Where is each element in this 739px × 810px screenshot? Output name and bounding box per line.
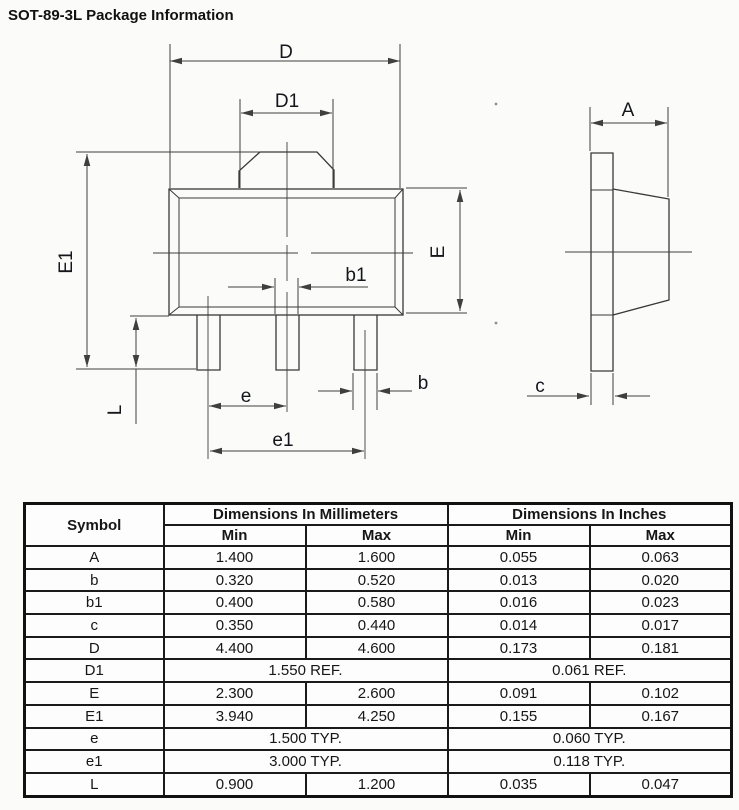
table-row <box>25 750 732 773</box>
dim-E1-extension-lines <box>76 152 260 369</box>
dim-label-D: D <box>279 42 293 63</box>
table-row <box>25 569 732 592</box>
table-row <box>25 682 732 705</box>
dim-label-E1: E1 <box>56 250 77 274</box>
in-min-cell: 0.091 <box>448 682 590 705</box>
table-row <box>25 773 732 796</box>
symbol-cell: A <box>25 546 164 569</box>
dim-label-e: e <box>240 386 252 407</box>
in-min-cell: 0.016 <box>448 591 590 614</box>
in-min-header: Min <box>448 525 590 546</box>
symbol-cell: L <box>25 773 164 796</box>
mm-section-header: Dimensions In Millimeters <box>164 504 448 526</box>
in-max-cell: 0.181 <box>590 637 732 660</box>
side-flange-strip <box>591 153 613 371</box>
in-max-cell: 0.167 <box>590 705 732 728</box>
table-row <box>25 546 732 569</box>
dimension-c <box>527 373 650 405</box>
table-header-row-groups <box>25 504 732 526</box>
symbol-cell: b <box>25 569 164 592</box>
tab-outline <box>239 152 334 188</box>
in-min-cell: 0.055 <box>448 546 590 569</box>
symbol-cell: D <box>25 637 164 660</box>
mm-min-cell: 4.400 <box>164 637 306 660</box>
symbol-cell: b1 <box>25 591 164 614</box>
symbol-cell: D1 <box>25 659 164 682</box>
mm-min-cell: 0.900 <box>164 773 306 796</box>
body-corner-bevels <box>169 189 403 315</box>
symbol-cell: e1 <box>25 750 164 773</box>
mm-value-cell: 3.000 TYP. <box>164 750 448 773</box>
in-max-cell: 0.102 <box>590 682 732 705</box>
dimension-A <box>590 100 668 197</box>
in-value-cell: 0.060 TYP. <box>448 728 732 751</box>
table-row <box>25 728 732 751</box>
mm-min-cell: 1.400 <box>164 546 306 569</box>
mm-max-cell: 4.600 <box>306 637 448 660</box>
in-max-cell: 0.023 <box>590 591 732 614</box>
scan-artifact-dots <box>495 103 498 325</box>
table-row <box>25 591 732 614</box>
mm-value-cell: 1.500 TYP. <box>164 728 448 751</box>
in-max-cell: 0.020 <box>590 569 732 592</box>
dim-D1-extension-lines <box>240 99 333 188</box>
in-value-cell: 0.061 REF. <box>448 659 732 682</box>
dim-c-extension-lines <box>591 373 613 405</box>
dim-label-b: b <box>417 373 429 394</box>
mm-max-cell: 1.600 <box>306 546 448 569</box>
table-row <box>25 659 732 682</box>
symbol-cell: c <box>25 614 164 637</box>
dimension-E <box>406 188 467 313</box>
page-title: SOT-89-3L Package Information <box>8 7 234 24</box>
dim-label-b1: b1 <box>345 265 367 286</box>
table-header <box>25 504 732 547</box>
in-min-cell: 0.014 <box>448 614 590 637</box>
dim-b1-extension-ticks <box>275 278 298 314</box>
in-min-cell: 0.013 <box>448 569 590 592</box>
in-max-cell: 0.017 <box>590 614 732 637</box>
dimension-table-body <box>25 546 732 796</box>
mm-min-cell: 0.320 <box>164 569 306 592</box>
in-min-cell: 0.035 <box>448 773 590 796</box>
mm-min-header: Min <box>164 525 306 546</box>
side-view <box>527 100 692 405</box>
dimension-b <box>318 373 428 410</box>
dim-label-L: L <box>105 404 126 416</box>
in-max-header: Max <box>590 525 732 546</box>
in-max-cell: 0.063 <box>590 546 732 569</box>
symbol-header-cell: Symbol <box>25 504 164 547</box>
artifact-dot <box>495 103 498 106</box>
in-value-cell: 0.118 TYP. <box>448 750 732 773</box>
side-strip-division-lines <box>591 190 613 315</box>
mm-min-cell: 2.300 <box>164 682 306 705</box>
in-min-cell: 0.155 <box>448 705 590 728</box>
dim-D-extension-lines <box>170 44 400 188</box>
mm-max-header: Max <box>306 525 448 546</box>
symbol-cell: E <box>25 682 164 705</box>
package-body-outline <box>169 152 403 370</box>
artifact-dot <box>495 322 498 325</box>
mm-max-cell: 1.200 <box>306 773 448 796</box>
mm-min-cell: 0.350 <box>164 614 306 637</box>
dim-label-e1: e1 <box>272 430 294 451</box>
dim-label-c: c <box>535 376 545 397</box>
dimension-D <box>170 42 400 188</box>
table-row <box>25 705 732 728</box>
front-view <box>56 42 467 459</box>
table-row <box>25 614 732 637</box>
dim-label-A: A <box>621 100 635 121</box>
dimension-L <box>105 316 169 424</box>
in-min-cell: 0.173 <box>448 637 590 660</box>
mm-max-cell: 2.600 <box>306 682 448 705</box>
in-max-cell: 0.047 <box>590 773 732 796</box>
mm-max-cell: 0.520 <box>306 569 448 592</box>
package-dimensions-table <box>23 502 733 798</box>
body-outer-rect <box>169 189 403 315</box>
table-row <box>25 637 732 660</box>
mm-max-cell: 0.580 <box>306 591 448 614</box>
dim-label-E: E <box>428 245 449 259</box>
dimension-D1 <box>240 91 333 188</box>
symbol-cell: e <box>25 728 164 751</box>
side-profile-outline <box>591 153 669 371</box>
inches-section-header: Dimensions In Inches <box>448 504 732 526</box>
mm-max-cell: 0.440 <box>306 614 448 637</box>
dimension-e <box>209 386 286 407</box>
mm-max-cell: 4.250 <box>306 705 448 728</box>
dimension-e1 <box>210 430 364 451</box>
mm-min-cell: 3.940 <box>164 705 306 728</box>
mm-value-cell: 1.550 REF. <box>164 659 448 682</box>
symbol-cell: E1 <box>25 705 164 728</box>
dimension-E1 <box>56 152 260 369</box>
dim-label-D1: D1 <box>274 91 300 112</box>
mm-min-cell: 0.400 <box>164 591 306 614</box>
